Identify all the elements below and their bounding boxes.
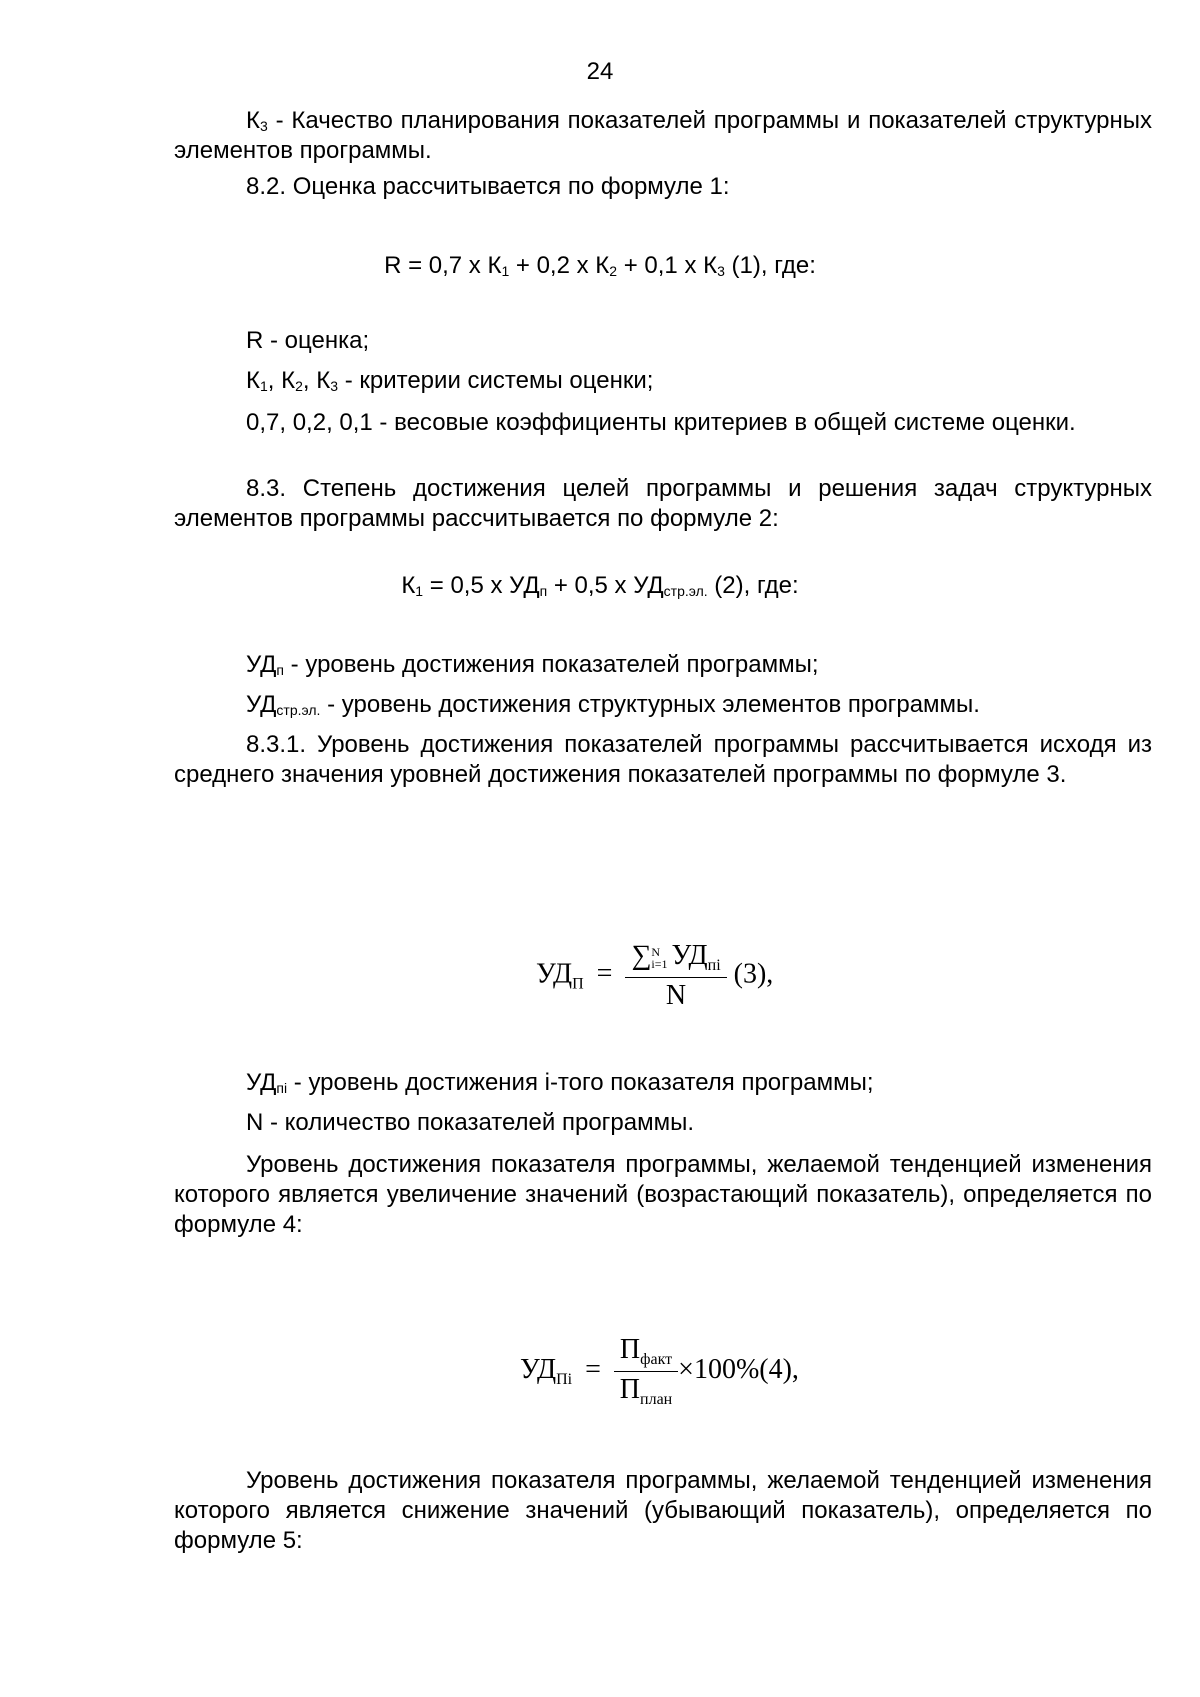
definition-k: $К_1$, $К_2$, $К_3$ - критерии системы оценки; <box>246 367 654 394</box>
formula-4-fraction: $\frac{П_{факт}}{П_{план}}$ <box>614 1334 678 1409</box>
definition-udpi: $УД_{пi}$ - уровень достижения i-того показателя программы; <box>246 1069 874 1096</box>
paragraph-k3: $К_3$ - Качество планирования показателей программы и показателей структурных элементов программы. <box>174 107 1152 164</box>
paragraph-increase: Уровень достижения показателя программы, желаемой тенденцией изменения которого является увеличение значений (возрастающий показатель), определяется по формуле 4: <box>174 1151 1152 1238</box>
definition-udstr: $УД_{стр.эл.}$ - уровень достижения структурных элементов программы. <box>246 691 980 718</box>
paragraph-8-2: 8.2. Оценка рассчитывается по формуле 1: <box>246 173 730 200</box>
paragraph-8-3: 8.3. Степень достижения целей программы и решения задач структурных элементов программы рассчитывается по формуле 2: <box>174 475 1152 532</box>
paragraph-8-3-1: 8.3.1. Уровень достижения показателей программы рассчитывается исходя из среднего значения уровней достижения показателей программы по формуле 3. <box>174 731 1152 788</box>
formula-2: $К_1 = 0,5$ х $УД_п + 0,5$ х $УД_{стр.эл.}$ (2), где: <box>401 572 799 599</box>
paragraph-decrease: Уровень достижения показателя программы, желаемой тенденцией изменения которого является снижение значений (убывающий показатель), определяется по формуле 5: <box>174 1467 1152 1554</box>
definition-n: N - количество показателей программы. <box>246 1109 695 1136</box>
page-number: 24 <box>586 58 614 85</box>
formula-4: $УД_{Пi}$ = $\frac{П_{факт}}{П_{план}}$ ×100%(4), <box>520 1334 799 1408</box>
definition-udp: $УД_п$ - уровень достижения показателей программы; <box>246 651 819 678</box>
formula-3-fraction: ∑ N i=1 $УД_{пi}$ N <box>625 940 726 1012</box>
formula-1: R = 0,7 х $К_1 + 0,2$ х $К_2 + 0,1$ х $К_3$ (1), где: <box>384 252 816 279</box>
definition-r: R - оценка; <box>246 327 370 354</box>
formula-3: $УД_П$ = ∑ N i=1 $УД_{пi}$ N (3), <box>536 940 774 1011</box>
definition-weights: 0,7, 0,2, 0,1 - весовые коэффициенты критериев в общей системе оценки. <box>246 409 1076 436</box>
